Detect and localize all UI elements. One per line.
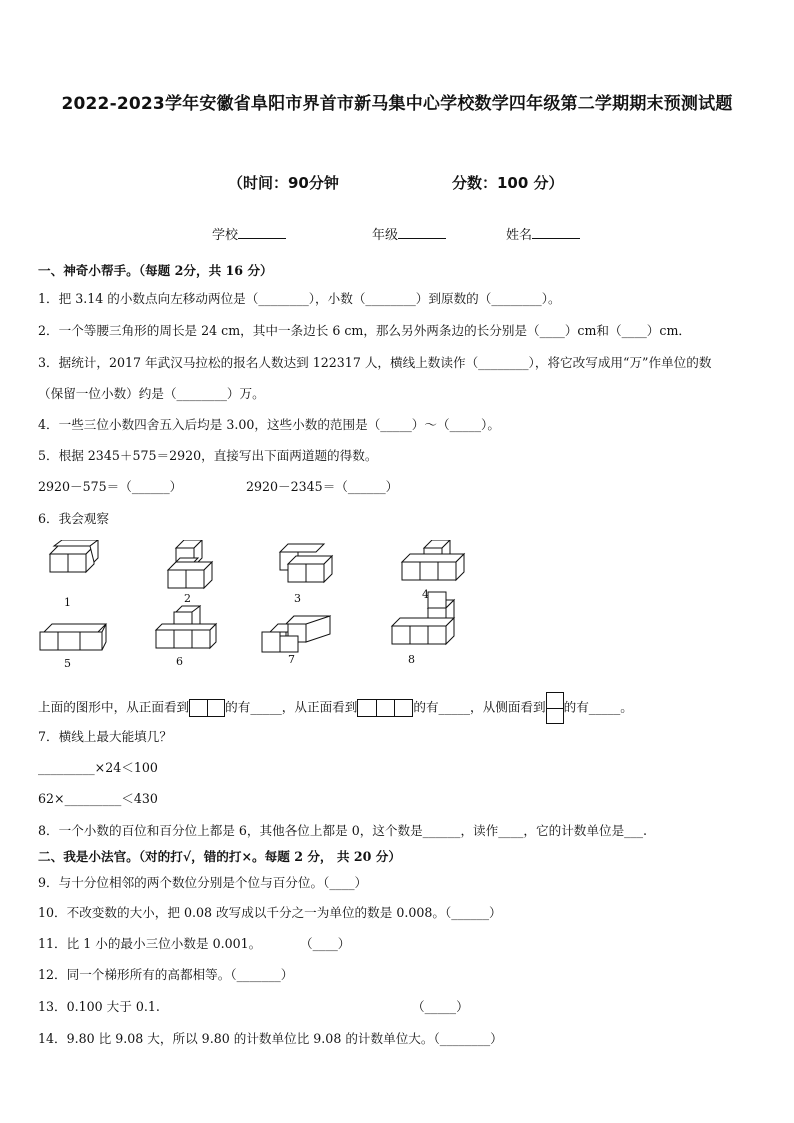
question-14: 14．9.80 比 9.08 大，所以 9.80 的计数单位比 9.08 的计数单位大。（________） <box>38 1031 503 1046</box>
section2-heading: 二、我是小法官。（对的打√，错的打×。每题 2 分， 共 20 分） <box>38 849 401 864</box>
cube-figures <box>30 540 490 675</box>
question-6-prompt: 上面的图形中，从正面看到 的有_____，从正面看到 的有_____，从侧面看到 的有_____。 <box>38 692 633 724</box>
exam-time: （时间：90分钟 <box>228 174 339 192</box>
school-label: 学校 <box>212 228 239 243</box>
question-5a: 2920－575＝（______） <box>38 479 183 494</box>
figure-label-3: 3 <box>294 592 301 605</box>
section1-heading: 一、神奇小帮手。（每题 2分，共 16 分） <box>38 263 273 278</box>
question-7b: 62×_________＜430 <box>38 791 158 806</box>
question-5: 5．根据 2345＋575＝2920，直接写出下面两道题的得数。 <box>38 448 378 463</box>
grade-label: 年级 <box>372 228 399 243</box>
exam-score: 分数：100 分） <box>452 174 564 192</box>
cube-figure-1 <box>50 540 98 572</box>
question-3-line1: 3．据统计，2017 年武汉马拉松的报名人数达到 122317 人，横线上数读作（________），将它改写成用“万”作单位的数 <box>38 355 712 370</box>
question-10: 10．不改变数的大小，把 0.08 改写成以千分之一为单位的数是 0.008。（______） <box>38 905 502 920</box>
question-7: 7．横线上最大能填几？ <box>38 729 172 744</box>
figure-label-7: 7 <box>288 653 295 666</box>
name-field[interactable] <box>532 226 580 239</box>
question-11-answer: （____） <box>300 936 351 951</box>
question-6: 6．我会观察 <box>38 511 109 526</box>
question-3-line2: （保留一位小数）约是（________）万。 <box>38 386 265 401</box>
question-13: 13．0.100 大于 0.1. <box>38 999 160 1014</box>
figure-label-8: 8 <box>408 653 415 666</box>
student-info <box>0 224 794 244</box>
question-8: 8．一个小数的百位和百分位上都是 6，其他各位上都是 0，这个数是______，读作____，它的计数单位是___. <box>38 823 648 838</box>
view-two-squares <box>189 699 225 717</box>
question-9: 9．与十分位相邻的两个数位分别是个位与百分位。（____） <box>38 875 368 890</box>
figure-label-5: 5 <box>64 657 71 670</box>
figure-label-1: 1 <box>64 596 71 609</box>
cube-figure-3 <box>280 544 332 582</box>
school-field[interactable] <box>238 226 286 239</box>
cube-figure-4 <box>402 540 464 580</box>
figure-label-4: 4 <box>422 588 429 601</box>
question-4: 4．一些三位小数四舍五入后均是 3.00，这些小数的范围是（_____）～（_____）。 <box>38 417 500 432</box>
exam-meta <box>0 170 794 194</box>
question-1: 1．把 3.14 的小数点向左移动两位是（________），小数（________）到原数的（________）。 <box>38 291 561 306</box>
question-12: 12．同一个梯形所有的高都相等。（_______） <box>38 967 294 982</box>
cube-figure-2 <box>168 540 212 588</box>
question-7a: _________×24＜100 <box>38 760 158 775</box>
cube-figure-7 <box>262 616 330 652</box>
grade-field[interactable] <box>398 226 446 239</box>
figure-label-6: 6 <box>176 655 183 668</box>
view-two-stacked-squares <box>546 692 564 724</box>
cube-figure-5 <box>40 624 106 650</box>
page-title: 2022-2023学年安徽省阜阳市界首市新马集中心学校数学四年级第二学期期末预测试题 <box>61 94 733 114</box>
question-11: 11．比 1 小的最小三位小数是 0.001。 <box>38 936 262 951</box>
view-three-squares <box>357 699 413 717</box>
question-5b: 2920－2345＝（______） <box>246 479 399 494</box>
question-13-answer: （_____） <box>412 999 469 1014</box>
name-label: 姓名 <box>506 228 533 243</box>
question-2: 2．一个等腰三角形的周长是 24 cm，其中一条边长 6 cm，那么另外两条边的长分别是（____）cm和（____）cm． <box>38 323 691 338</box>
cube-figure-6 <box>156 606 216 648</box>
figure-label-2: 2 <box>184 592 191 605</box>
